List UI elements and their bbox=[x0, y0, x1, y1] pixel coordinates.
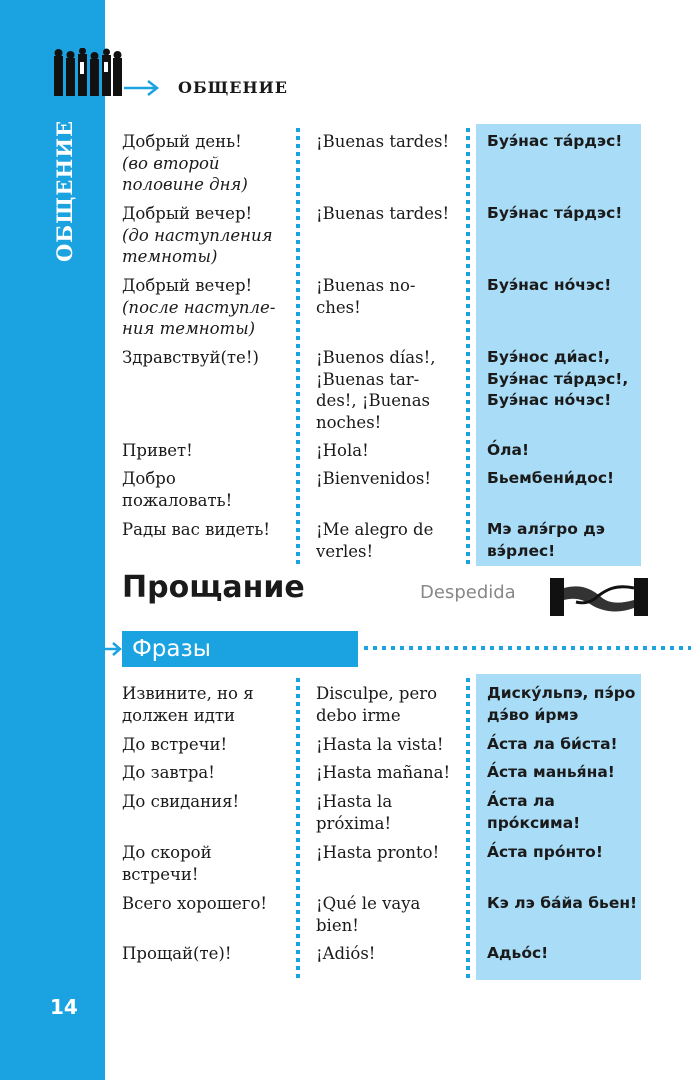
arrow-icon bbox=[104, 639, 122, 659]
russian-phrase: Добрый день! bbox=[122, 132, 242, 151]
spanish-phrase: Disculpe, pero debo irme bbox=[316, 684, 438, 725]
usage-note: (до наступления темноты) bbox=[122, 225, 273, 266]
page-number: 14 bbox=[50, 995, 78, 1019]
pronunciation: А́ста манья́на! bbox=[487, 763, 615, 781]
usage-note: (после наступле- ния темноты) bbox=[122, 297, 276, 338]
russian-phrase: Здравствуй(те!) bbox=[122, 348, 259, 367]
russian-phrase: Добро пожаловать! bbox=[122, 469, 233, 510]
spanish-phrase: ¡Qué le vaya bien! bbox=[316, 894, 421, 935]
spanish-phrase: ¡Hasta la próxima! bbox=[316, 792, 393, 833]
dotted-divider bbox=[364, 646, 691, 650]
spanish-phrase: ¡Buenas no- ches! bbox=[316, 276, 416, 317]
column-divider bbox=[466, 128, 470, 564]
sidebar-band bbox=[0, 0, 105, 1080]
spanish-phrase: ¡Buenas tardes! bbox=[316, 204, 450, 223]
pronunciation-column-bg bbox=[476, 124, 641, 566]
russian-phrase: Добрый вечер! bbox=[122, 276, 253, 295]
section-title: Прощание bbox=[122, 570, 305, 605]
chapter-title: ОБЩЕНИЕ bbox=[178, 78, 288, 97]
pronunciation: Буэ́нас но́чэс! bbox=[487, 276, 612, 294]
pronunciation: Диску́льпэ, пэ́ро дэ́во и́рмэ bbox=[487, 684, 636, 724]
spanish-phrase: ¡Adiós! bbox=[316, 944, 376, 963]
spanish-phrase: ¡Hasta la vista! bbox=[316, 735, 444, 754]
people-icon bbox=[52, 48, 124, 100]
russian-phrase: Извините, но я должен идти bbox=[122, 684, 254, 725]
column-divider bbox=[466, 678, 470, 978]
russian-phrase: До завтра! bbox=[122, 763, 215, 782]
spanish-phrase: ¡Bienvenidos! bbox=[316, 469, 432, 488]
pronunciation: Буэ́нас та́рдэс! bbox=[487, 204, 623, 222]
pronunciation: А́ста ла про́ксима! bbox=[487, 792, 581, 832]
column-divider bbox=[296, 678, 300, 978]
pronunciation: Бьембени́дос! bbox=[487, 469, 615, 487]
russian-phrase: До скорой встречи! bbox=[122, 843, 212, 884]
spanish-phrase: ¡Me alegro de verles! bbox=[316, 520, 434, 561]
pronunciation: А́ста про́нто! bbox=[487, 843, 603, 861]
russian-phrase: До встречи! bbox=[122, 735, 228, 754]
russian-phrase: Привет! bbox=[122, 441, 193, 460]
pronunciation: Адьо́с! bbox=[487, 944, 549, 962]
pronunciation: Мэ алэ́гро дэ вэ́рлес! bbox=[487, 520, 605, 560]
russian-phrase: Добрый вечер! bbox=[122, 204, 253, 223]
phrases-label: Фразы bbox=[122, 631, 358, 667]
spanish-phrase: ¡Buenos días!, ¡Buenas tar- des!, ¡Buenas noches! bbox=[316, 348, 436, 432]
pronunciation: О́ла! bbox=[487, 441, 530, 459]
section-title-spanish: Despedida bbox=[420, 582, 516, 603]
spanish-phrase: ¡Hola! bbox=[316, 441, 369, 460]
pronunciation: Буэ́нас та́рдэс! bbox=[487, 132, 623, 150]
spanish-phrase: ¡Hasta pronto! bbox=[316, 843, 440, 862]
russian-phrase: Всего хорошего! bbox=[122, 894, 268, 913]
russian-phrase: Прощай(те)! bbox=[122, 944, 232, 963]
russian-phrase: Рады вас видеть! bbox=[122, 520, 271, 539]
pronunciation: А́ста ла би́ста! bbox=[487, 735, 618, 753]
arrow-icon bbox=[124, 78, 160, 98]
usage-note: (во второй половине дня) bbox=[122, 153, 248, 194]
spanish-phrase: ¡Buenas tardes! bbox=[316, 132, 450, 151]
spanish-phrase: ¡Hasta mañana! bbox=[316, 763, 451, 782]
handshake-icon bbox=[550, 574, 648, 620]
pronunciation: Буэ́нос ди́ас!, Буэ́нас та́рдэс!, Буэ́нас но́чэс! bbox=[487, 348, 629, 409]
russian-phrase: До свидания! bbox=[122, 792, 240, 811]
pronunciation: Кэ лэ ба́йа бьен! bbox=[487, 894, 638, 912]
column-divider bbox=[296, 128, 300, 564]
side-section-title: ОБЩЕНИЕ bbox=[52, 119, 77, 262]
